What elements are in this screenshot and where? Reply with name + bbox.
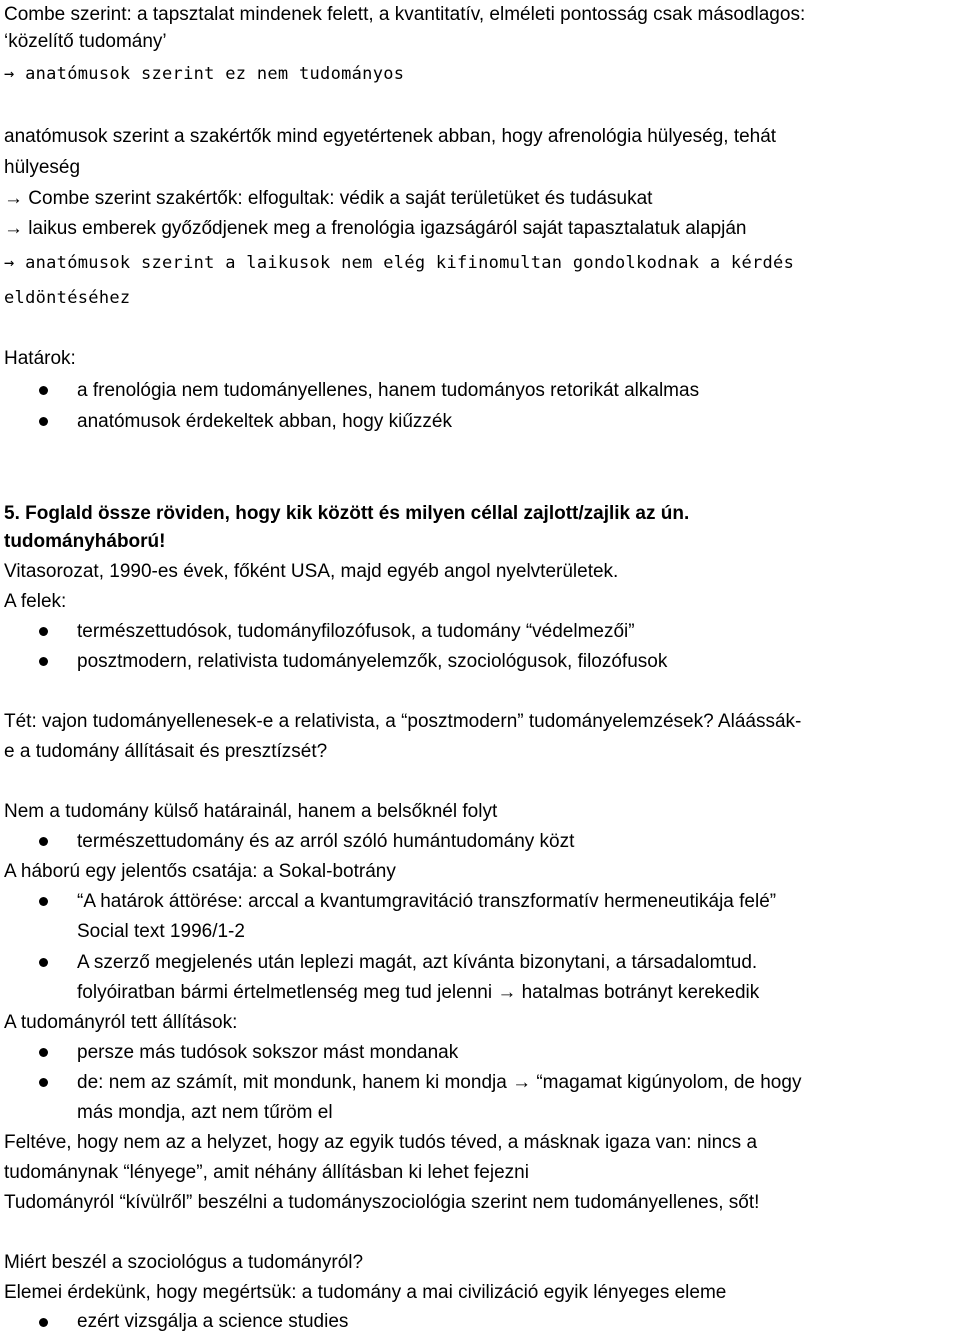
text-line: Vitasorozat, 1990-es évek, főként USA, majd egyéb angol nyelvterületek. <box>4 561 619 582</box>
bullet-icon <box>39 417 48 426</box>
text-line: Feltéve, hogy nem az a helyzet, hogy az egyik tudós téved, a másknak igaza van: nincs a <box>4 1132 758 1153</box>
bullet-icon <box>39 657 48 666</box>
text-line: Miért beszél a szociológus a tudományról? <box>4 1252 364 1273</box>
list-item: posztmodern, relativista tudományelemzők, szociológusok, filozófusok <box>77 651 668 672</box>
bullet-icon <box>39 1048 48 1057</box>
list-item: természettudomány és az arról szóló humántudomány közt <box>77 831 575 852</box>
handwritten-note: → anatómusok szerint ez nem tudományos <box>4 64 405 84</box>
list-item: a frenológia nem tudományellenes, hanem tudományos retorikát alkalmas <box>77 380 700 401</box>
text-line: Combe szerint: a tapsztalat mindenek felett, a kvantitatív, elméleti pontosság csak másodlagos: <box>4 4 806 25</box>
bullet-icon <box>39 627 48 636</box>
text-line: A tudományról tett állítások: <box>4 1012 238 1033</box>
text-line: → Combe szerint szakértők: elfogultak: védik a saját területüket és tudásukat <box>4 188 653 209</box>
section-label: Határok: <box>4 348 76 369</box>
list-item: anatómusok érdekeltek abban, hogy kiűzzék <box>77 411 452 432</box>
text-line: Elemei érdekünk, hogy megértsük: a tudomány a mai civilizáció egyik lényeges eleme <box>4 1282 727 1303</box>
list-item-continuation: folyóiratban bármi értelmetlenség meg tud jelenni → hatalmas botrányt kerekedik <box>77 982 760 1003</box>
handwritten-note: eldöntéséhez <box>4 288 131 308</box>
text-line: ‘közelítő tudomány’ <box>4 31 167 52</box>
bullet-icon <box>39 386 48 395</box>
list-item: természettudósok, tudományfilozófusok, a tudomány “védelmezői” <box>77 621 635 642</box>
list-item: persze más tudósok sokszor mást mondanak <box>77 1042 459 1063</box>
bullet-icon <box>39 1078 48 1087</box>
text-line: anatómusok szerint a szakértők mind egyetértenek abban, hogy afrenológia hülyeség, tehát <box>4 126 777 147</box>
text-line: hülyeség <box>4 157 81 178</box>
text-line: → laikus emberek győződjenek meg a frenológia igazságáról saját tapasztalatuk alapján <box>4 218 747 239</box>
list-item-continuation: Social text 1996/1-2 <box>77 921 245 942</box>
bullet-icon <box>39 958 48 967</box>
question-heading: 5. Foglald össze röviden, hogy kik között és milyen céllal zajlott/zajlik az ún. <box>4 503 690 524</box>
text-line: A háború egy jelentős csatája: a Sokal-botrány <box>4 861 396 882</box>
question-heading: tudományháború! <box>4 531 166 552</box>
text-line: Nem a tudomány külső határainál, hanem a belsőknél folyt <box>4 801 498 822</box>
text-line: Tudományról “kívülről” beszélni a tudományszociológia szerint nem tudományellenes, sőt! <box>4 1192 760 1213</box>
bullet-icon <box>39 897 48 906</box>
list-item-continuation: más mondja, azt nem tűröm el <box>77 1102 333 1123</box>
handwritten-note: → anatómusok szerint a laikusok nem elég kifinomultan gondolkodnak a kérdés <box>4 253 795 273</box>
bullet-icon <box>39 1318 48 1327</box>
list-item: ezért vizsgálja a science studies <box>77 1311 349 1332</box>
text-line: tudománynak “lényege”, amit néhány állításban ki lehet fejezni <box>4 1162 529 1183</box>
section-label: A felek: <box>4 591 67 612</box>
list-item: A szerző megjelenés után leplezi magát, azt kívánta bizonytani, a társadalomtud. <box>77 952 758 973</box>
list-item: de: nem az számít, mit mondunk, hanem ki mondja → “magamat kigúnyolom, de hogy <box>77 1072 802 1093</box>
text-line: Tét: vajon tudományellenesek-e a relativista, a “posztmodern” tudományelemzések? Aláássák- <box>4 711 802 732</box>
list-item: “A határok áttörése: arccal a kvantumgravitáció transzformatív hermeneutikája felé” <box>77 891 777 912</box>
text-line: e a tudomány állításait és presztízsét? <box>4 741 328 762</box>
bullet-icon <box>39 837 48 846</box>
